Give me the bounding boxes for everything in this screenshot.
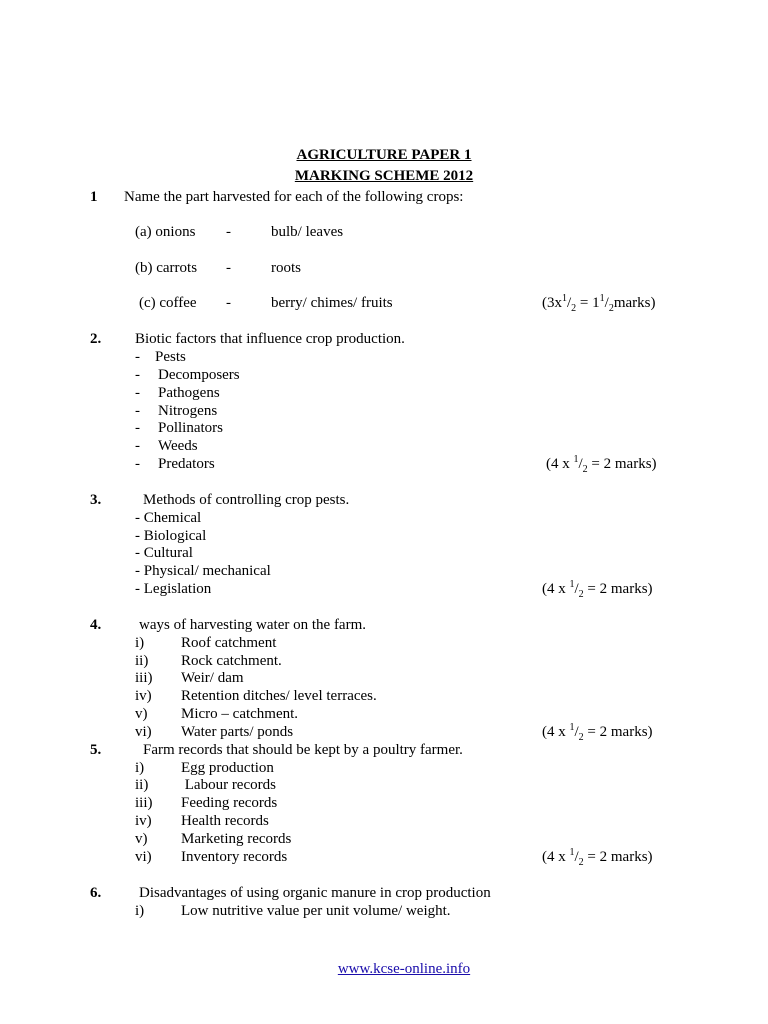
document-title: AGRICULTURE PAPER 1 (296, 147, 472, 163)
q5-number: 5. (90, 742, 102, 758)
q2-dash-4: - (135, 403, 140, 419)
q2-number: 2. (90, 331, 102, 347)
q1-answer-a: bulb/ leaves (271, 224, 344, 240)
q2-dash-5: - (135, 420, 140, 436)
q4-item-number: vi) (135, 724, 152, 740)
q3-item: - Cultural (135, 545, 193, 561)
q1-answer-b: roots (271, 260, 301, 276)
q2-item: Pollinators (158, 420, 224, 436)
q6-item: Low nutritive value per unit volume/ weight. (181, 903, 451, 919)
q5-item-number: iv) (135, 813, 152, 829)
q3-item: - Chemical (135, 510, 202, 526)
q2-dash-7: - (135, 456, 140, 472)
q5-item-number: i) (135, 760, 145, 776)
q2-dash-1: - (135, 349, 140, 365)
q1-dash-c: - (226, 295, 231, 311)
q5-item: Egg production (181, 760, 274, 776)
q4-item: Retention ditches/ level terraces. (181, 688, 377, 704)
q4-item: Rock catchment. (181, 653, 282, 669)
q1-crop-a: (a) onions (135, 224, 196, 240)
q4-item: Water parts/ ponds (181, 724, 294, 740)
q4-item-number: iii) (135, 670, 153, 686)
q3-item: - Physical/ mechanical (135, 563, 271, 579)
q1-answer-c: berry/ chimes/ fruits (271, 295, 393, 311)
q3-prompt: Methods of controlling crop pests. (143, 492, 350, 508)
document-subtitle: MARKING SCHEME 2012 (294, 168, 474, 184)
q5-marks: (4 x $^1/_2 = 2$ marks) (542, 847, 653, 868)
q2-marks: (4 x $^1/_2 = 2$ marks) (546, 454, 657, 475)
footer-link[interactable]: www.kcse-online.info (337, 961, 471, 977)
q4-item-number: ii) (135, 653, 149, 669)
q5-item: Labour records (181, 777, 276, 793)
q4-number: 4. (90, 617, 102, 633)
q4-item-number: i) (135, 635, 145, 651)
q4-item-number: v) (135, 706, 148, 722)
q2-item: Nitrogens (158, 403, 218, 419)
q4-item-number: iv) (135, 688, 152, 704)
q3-item: - Biological (135, 528, 207, 544)
q1-dash-b: - (226, 260, 231, 276)
q4-marks: (4 x $^1/_2 = 2$ marks) (542, 722, 653, 743)
q2-item: Pests (155, 349, 186, 365)
q5-item: Inventory records (181, 849, 288, 865)
q4-item: Micro – catchment. (181, 706, 299, 722)
q3-item: - Legislation (135, 581, 212, 597)
q1-crop-b: (b) carrots (135, 260, 198, 276)
q4-item: Roof catchment (181, 635, 277, 651)
q1-prompt: Name the part harvested for each of the following crops: (124, 189, 464, 205)
q1-crop-c: (c) coffee (139, 295, 197, 311)
q5-item-number: ii) (135, 777, 149, 793)
q2-item: Pathogens (158, 385, 220, 401)
q2-dash-3: - (135, 385, 140, 401)
q2-dash-2: - (135, 367, 140, 383)
q6-item-number: i) (135, 903, 145, 919)
q2-dash-6: - (135, 438, 140, 454)
q1-number: 1 (90, 189, 98, 205)
q5-item-number: vi) (135, 849, 152, 865)
q5-prompt: Farm records that should be kept by a poultry farmer. (143, 742, 463, 758)
q3-marks: (4 x $^1/_2 = 2$ marks) (542, 579, 653, 600)
q2-item: Decomposers (158, 367, 240, 383)
q2-prompt: Biotic factors that influence crop production. (135, 331, 405, 347)
q2-item: Weeds (158, 438, 198, 454)
q1-marks: ($3x^1/_2$ = $1^1/_2marks$) (542, 293, 656, 314)
q5-item: Feeding records (181, 795, 278, 811)
q5-item-number: v) (135, 831, 148, 847)
q1-dash-a: - (226, 224, 231, 240)
q4-item: Weir/ dam (181, 670, 244, 686)
q6-prompt: Disadvantages of using organic manure in crop production (139, 885, 491, 901)
q2-item: Predators (158, 456, 215, 472)
q5-item: Health records (181, 813, 269, 829)
q5-item: Marketing records (181, 831, 292, 847)
q6-number: 6. (90, 885, 102, 901)
q4-prompt: ways of harvesting water on the farm. (139, 617, 367, 633)
q5-item-number: iii) (135, 795, 153, 811)
q3-number: 3. (90, 492, 102, 508)
